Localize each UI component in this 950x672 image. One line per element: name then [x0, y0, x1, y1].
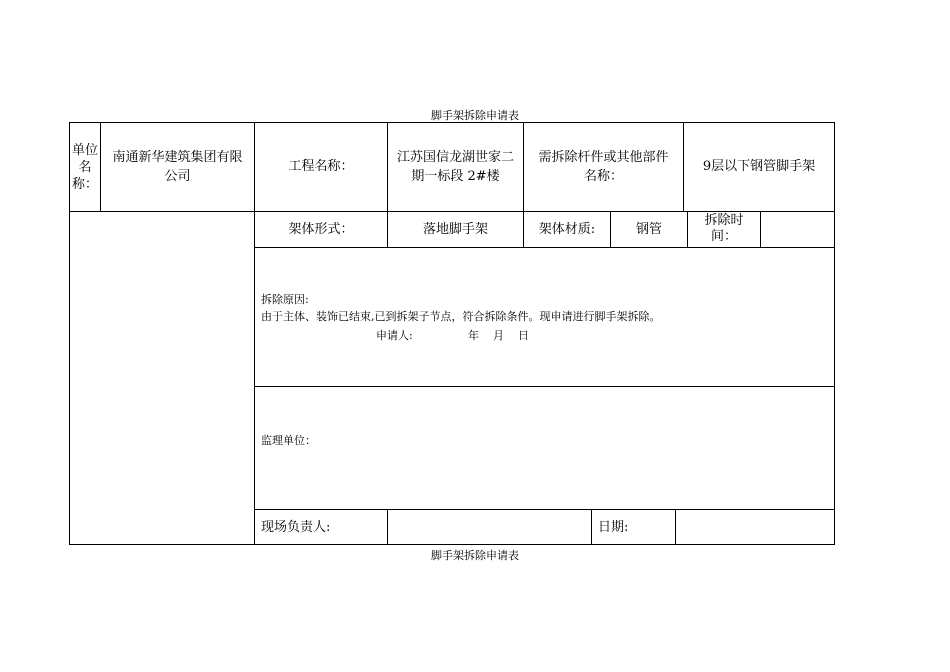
project-value: 江苏国信龙湖世家二期一标段 2#楼 — [396, 149, 514, 184]
removal-time-value[interactable] — [761, 212, 834, 247]
unit-label: 单位名称： — [72, 142, 99, 192]
frame-material-value: 钢管 — [635, 222, 662, 237]
parts-value: 9层以下钢管脚手架 — [702, 159, 816, 174]
frame-form-label: 架体形式： — [288, 222, 354, 237]
date-value[interactable] — [676, 510, 834, 544]
reason-text: 由于主体、装饰已结束,已到拆架子节点，符合拆除条件。现申请进行脚手架拆除。 — [261, 310, 661, 323]
parts-label: 需拆除杆件或其他部件名称： — [538, 149, 669, 184]
project-label: 工程名称： — [288, 159, 354, 174]
reason-label: 拆除原因: — [261, 293, 309, 306]
applicant-label: 申请人: — [376, 329, 413, 342]
date-label: 日期: — [598, 519, 629, 535]
application-date: 年 月 日 — [468, 329, 529, 342]
removal-time-label: 拆除时间： — [704, 213, 744, 244]
frame-form-value: 落地脚手架 — [422, 222, 488, 237]
form-title: 脚手架拆除申请表 — [431, 109, 519, 122]
frame-material-label: 架体材质: — [538, 222, 596, 237]
site-manager-value[interactable] — [388, 510, 591, 544]
unit-value: 南通新华建筑集团有限公司 — [112, 149, 243, 184]
footer-title: 脚手架拆除申请表 — [431, 549, 519, 562]
site-manager-label: 现场负责人: — [261, 519, 331, 535]
supervision-label: 监理单位： — [261, 434, 316, 447]
